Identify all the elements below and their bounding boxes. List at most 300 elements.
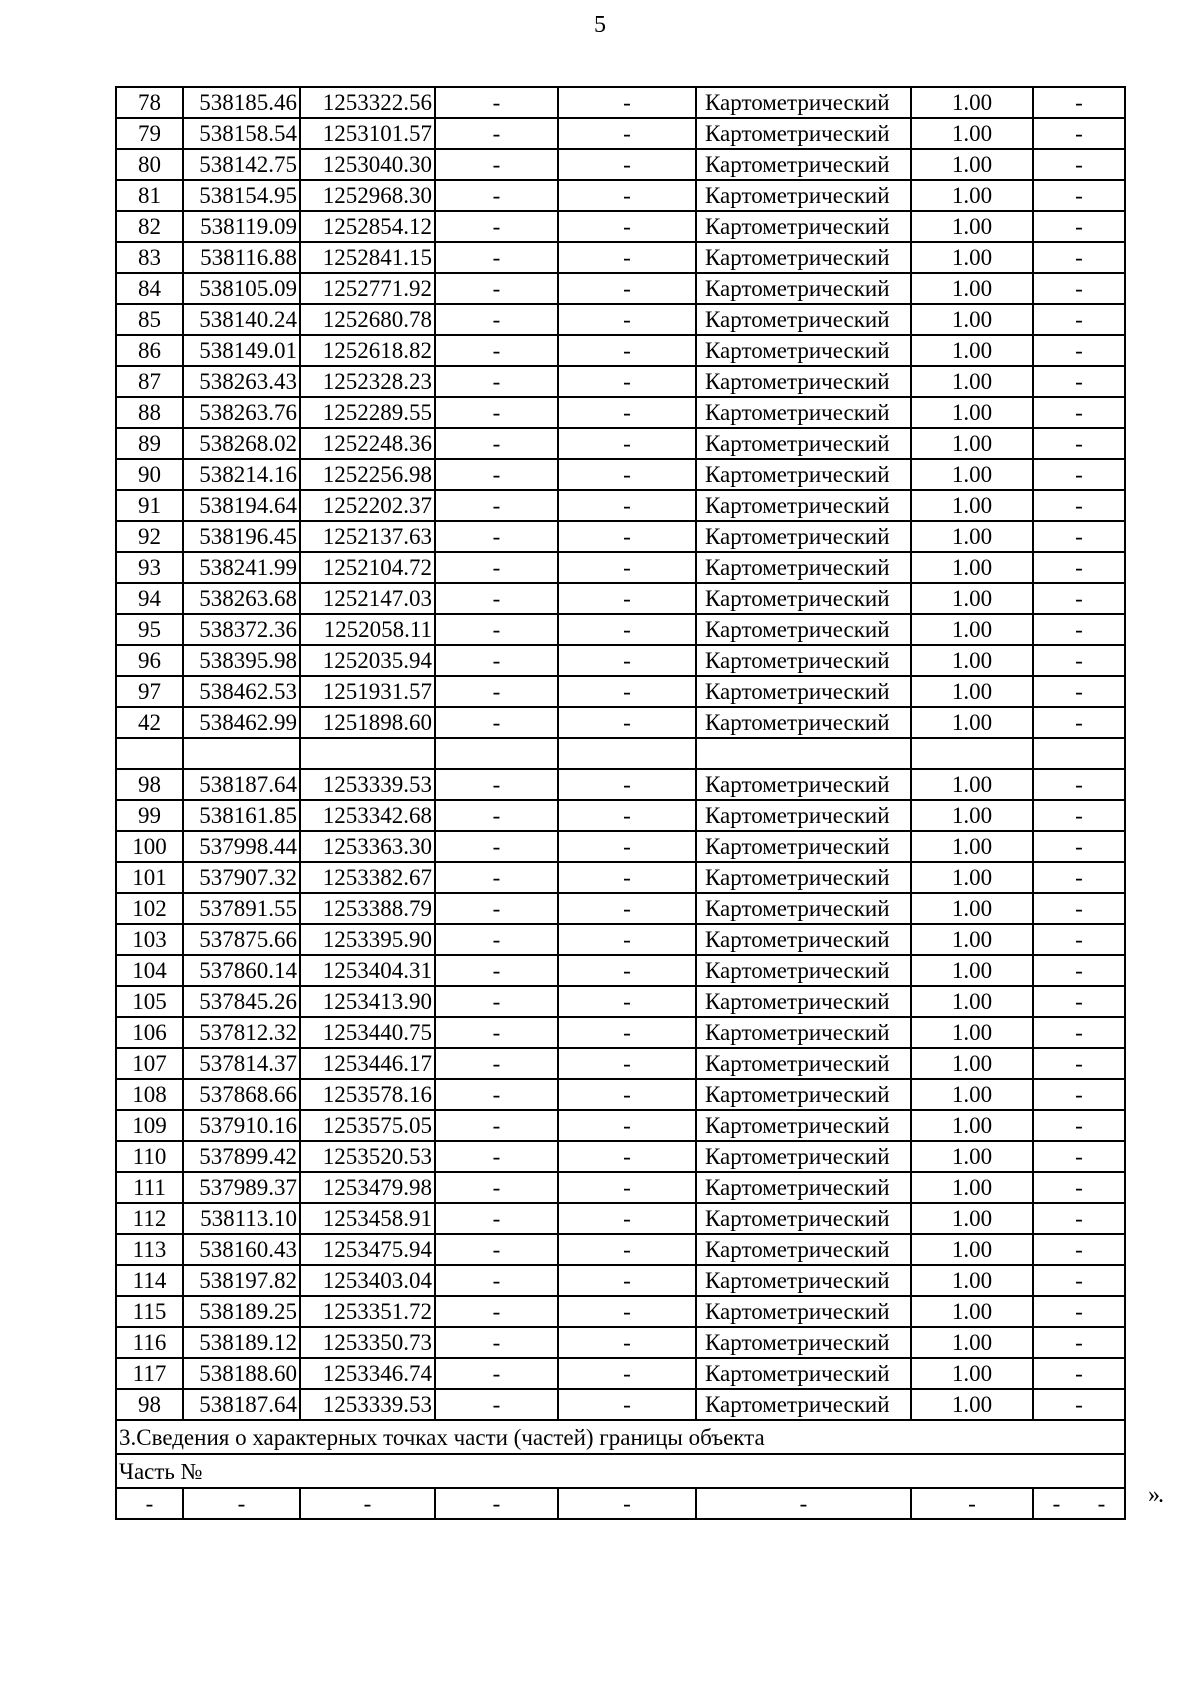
- point-number: 115: [116, 1296, 183, 1327]
- cell-dash: -: [435, 490, 558, 521]
- accuracy-cell: 1.00: [911, 1296, 1033, 1327]
- x-coordinate: 538187.64: [183, 1389, 300, 1420]
- table-row: [116, 1079, 1125, 1110]
- cell-dash: -: [435, 304, 558, 335]
- y-coordinate: 1253520.53: [300, 1141, 435, 1172]
- cell-dash: -: [435, 862, 558, 893]
- section-title: 3.Сведения о характерных точках части (частей) границы объекта: [116, 1420, 1125, 1454]
- cell-dash: -: [558, 1203, 696, 1234]
- point-number: 85: [116, 304, 183, 335]
- cell-dash: -: [558, 304, 696, 335]
- accuracy-cell: 1.00: [911, 1234, 1033, 1265]
- table-row: [116, 800, 1125, 831]
- cell-dash: -: [558, 1265, 696, 1296]
- point-number: 106: [116, 1017, 183, 1048]
- table-row: [116, 924, 1125, 955]
- accuracy-cell: 1.00: [911, 1017, 1033, 1048]
- x-coordinate: 537998.44: [183, 831, 300, 862]
- table-row: [116, 180, 1125, 211]
- cell-dash: -: [1033, 149, 1125, 180]
- cell-dash: -: [558, 335, 696, 366]
- y-coordinate: 1253346.74: [300, 1358, 435, 1389]
- point-number: 97: [116, 676, 183, 707]
- cell-dash: -: [1033, 87, 1125, 118]
- cell-dash: -: [435, 893, 558, 924]
- cell-dash: -: [435, 1141, 558, 1172]
- point-number: 94: [116, 583, 183, 614]
- cell-dash: -: [435, 1110, 558, 1141]
- cell-dash: -: [558, 1172, 696, 1203]
- x-coordinate: 537989.37: [183, 1172, 300, 1203]
- method-cell: Картометрический: [696, 180, 911, 211]
- cell-dash: -: [435, 1234, 558, 1265]
- cell-dash: -: [1033, 1296, 1125, 1327]
- cell-dash: -: [435, 242, 558, 273]
- accuracy-cell: 1.00: [911, 149, 1033, 180]
- table-row: [116, 552, 1125, 583]
- table-row: [116, 366, 1125, 397]
- point-number: 90: [116, 459, 183, 490]
- table-row: [116, 676, 1125, 707]
- blank-cell: [300, 738, 435, 769]
- table-row: [116, 862, 1125, 893]
- method-cell: Картометрический: [696, 1203, 911, 1234]
- method-cell: Картометрический: [696, 1017, 911, 1048]
- cell-dash: -: [435, 769, 558, 800]
- cell-dash: -: [1033, 583, 1125, 614]
- cell-dash: -: [558, 986, 696, 1017]
- x-coordinate: 537907.32: [183, 862, 300, 893]
- cell-dash: -: [435, 645, 558, 676]
- method-cell: Картометрический: [696, 1048, 911, 1079]
- table-row: [116, 1017, 1125, 1048]
- point-number: 95: [116, 614, 183, 645]
- cell-dash: -: [435, 1327, 558, 1358]
- method-cell: Картометрический: [696, 614, 911, 645]
- x-coordinate: 538462.53: [183, 676, 300, 707]
- cell-dash: -: [558, 1358, 696, 1389]
- accuracy-cell: 1.00: [911, 707, 1033, 738]
- table-row: [116, 1265, 1125, 1296]
- cell-dash: -: [558, 1234, 696, 1265]
- cell-dash: -: [1033, 893, 1125, 924]
- x-coordinate: 538161.85: [183, 800, 300, 831]
- y-coordinate: 1252328.23: [300, 366, 435, 397]
- point-number: 102: [116, 893, 183, 924]
- x-coordinate: 538196.45: [183, 521, 300, 552]
- method-cell: Картометрический: [696, 676, 911, 707]
- y-coordinate: 1252854.12: [300, 211, 435, 242]
- y-coordinate: 1253350.73: [300, 1327, 435, 1358]
- method-cell: Картометрический: [696, 552, 911, 583]
- blank-cell: [1033, 738, 1125, 769]
- cell-dash: -: [1033, 1265, 1125, 1296]
- accuracy-cell: 1.00: [911, 118, 1033, 149]
- y-coordinate: 1252137.63: [300, 521, 435, 552]
- accuracy-cell: 1.00: [911, 304, 1033, 335]
- point-number: 82: [116, 211, 183, 242]
- method-cell: Картометрический: [696, 1296, 911, 1327]
- point-rows-group-1: [116, 87, 1125, 738]
- x-coordinate: 538197.82: [183, 1265, 300, 1296]
- cell-dash: -: [435, 1358, 558, 1389]
- y-coordinate: 1253040.30: [300, 149, 435, 180]
- x-coordinate: 537812.32: [183, 1017, 300, 1048]
- table-row: [116, 1234, 1125, 1265]
- cell-dash: -: [1033, 1141, 1125, 1172]
- part-cell: -: [696, 1488, 911, 1519]
- accuracy-cell: 1.00: [911, 366, 1033, 397]
- part-data-row: [116, 1488, 1125, 1519]
- cell-dash: -: [1033, 769, 1125, 800]
- method-cell: Картометрический: [696, 800, 911, 831]
- y-coordinate: 1252248.36: [300, 428, 435, 459]
- table-row: [116, 707, 1125, 738]
- blank-row: [116, 738, 1125, 769]
- cell-dash: -: [558, 955, 696, 986]
- x-coordinate: 538158.54: [183, 118, 300, 149]
- cell-dash: -: [558, 1296, 696, 1327]
- accuracy-cell: 1.00: [911, 1358, 1033, 1389]
- point-number: 112: [116, 1203, 183, 1234]
- table-row: [116, 1172, 1125, 1203]
- cell-dash: -: [558, 1389, 696, 1420]
- cell-dash: -: [558, 800, 696, 831]
- point-rows-group-2: [116, 769, 1125, 1420]
- table-row: [116, 1110, 1125, 1141]
- cell-dash: -: [558, 118, 696, 149]
- cell-dash: -: [1033, 645, 1125, 676]
- table-row: [116, 242, 1125, 273]
- x-coordinate: 538142.75: [183, 149, 300, 180]
- table-row: [116, 1389, 1125, 1420]
- accuracy-cell: 1.00: [911, 800, 1033, 831]
- table-row: [116, 335, 1125, 366]
- y-coordinate: 1251898.60: [300, 707, 435, 738]
- x-coordinate: 538105.09: [183, 273, 300, 304]
- method-cell: Картометрический: [696, 1389, 911, 1420]
- cell-dash: -: [435, 459, 558, 490]
- method-cell: Картометрический: [696, 459, 911, 490]
- part-cell-group: [1033, 1488, 1125, 1519]
- cell-dash: -: [1033, 1203, 1125, 1234]
- cell-dash: -: [1033, 831, 1125, 862]
- method-cell: Картометрический: [696, 149, 911, 180]
- cell-dash: -: [435, 676, 558, 707]
- cell-dash: -: [1033, 552, 1125, 583]
- cell-dash: -: [1033, 1172, 1125, 1203]
- cell-dash: -: [558, 490, 696, 521]
- y-coordinate: 1253403.04: [300, 1265, 435, 1296]
- cell-dash: -: [435, 521, 558, 552]
- method-cell: Картометрический: [696, 645, 911, 676]
- y-coordinate: 1252618.82: [300, 335, 435, 366]
- x-coordinate: 538194.64: [183, 490, 300, 521]
- table-row: [116, 87, 1125, 118]
- table-row: [116, 1141, 1125, 1172]
- accuracy-cell: 1.00: [911, 242, 1033, 273]
- method-cell: Картометрический: [696, 769, 911, 800]
- point-number: 83: [116, 242, 183, 273]
- cell-dash: -: [435, 1172, 558, 1203]
- y-coordinate: 1253395.90: [300, 924, 435, 955]
- cell-dash: -: [1033, 1327, 1125, 1358]
- table-row: [116, 459, 1125, 490]
- point-number: 116: [116, 1327, 183, 1358]
- y-coordinate: 1253339.53: [300, 769, 435, 800]
- y-coordinate: 1253575.05: [300, 1110, 435, 1141]
- x-coordinate: 538263.76: [183, 397, 300, 428]
- point-number: 86: [116, 335, 183, 366]
- table-row: [116, 893, 1125, 924]
- table-row: [116, 428, 1125, 459]
- cell-dash: -: [558, 893, 696, 924]
- accuracy-cell: 1.00: [911, 676, 1033, 707]
- cell-dash: -: [558, 1079, 696, 1110]
- table-row: [116, 583, 1125, 614]
- method-cell: Картометрический: [696, 1079, 911, 1110]
- cell-dash: -: [558, 1327, 696, 1358]
- table-row: [116, 955, 1125, 986]
- point-number: 108: [116, 1079, 183, 1110]
- cell-dash: -: [1033, 118, 1125, 149]
- point-number: 84: [116, 273, 183, 304]
- point-number: 98: [116, 1389, 183, 1420]
- cell-dash: -: [558, 552, 696, 583]
- blank-cell: [116, 738, 183, 769]
- y-coordinate: 1253363.30: [300, 831, 435, 862]
- accuracy-cell: 1.00: [911, 211, 1033, 242]
- cell-dash: -: [558, 831, 696, 862]
- point-number: 93: [116, 552, 183, 583]
- accuracy-cell: 1.00: [911, 862, 1033, 893]
- cell-dash: -: [1033, 242, 1125, 273]
- x-coordinate: 537845.26: [183, 986, 300, 1017]
- cell-dash: -: [1033, 428, 1125, 459]
- y-coordinate: 1253322.56: [300, 87, 435, 118]
- cell-dash: -: [1033, 1079, 1125, 1110]
- y-coordinate: 1253440.75: [300, 1017, 435, 1048]
- coordinates-table: [115, 86, 1126, 1520]
- cell-dash: -: [558, 645, 696, 676]
- table-row: [116, 1203, 1125, 1234]
- accuracy-cell: 1.00: [911, 924, 1033, 955]
- section-title-row: [116, 1420, 1125, 1454]
- x-coordinate: 537868.66: [183, 1079, 300, 1110]
- cell-dash: -: [435, 1079, 558, 1110]
- method-cell: Картометрический: [696, 521, 911, 552]
- cell-dash: -: [558, 87, 696, 118]
- y-coordinate: 1252104.72: [300, 552, 435, 583]
- x-coordinate: 538395.98: [183, 645, 300, 676]
- cell-dash: -: [1033, 366, 1125, 397]
- part-cell: -: [300, 1488, 435, 1519]
- point-number: 78: [116, 87, 183, 118]
- cell-dash: -: [558, 769, 696, 800]
- table-row: [116, 1048, 1125, 1079]
- end-mark: ».: [1148, 1482, 1162, 1508]
- cell-dash: -: [558, 397, 696, 428]
- section-3: [116, 1420, 1125, 1519]
- table-row: [116, 304, 1125, 335]
- cell-dash: -: [435, 335, 558, 366]
- accuracy-cell: 1.00: [911, 1389, 1033, 1420]
- table-row: [116, 149, 1125, 180]
- y-coordinate: 1252289.55: [300, 397, 435, 428]
- cell-dash: -: [558, 211, 696, 242]
- blank-cell: [558, 738, 696, 769]
- cell-dash: -: [435, 583, 558, 614]
- point-number: 109: [116, 1110, 183, 1141]
- accuracy-cell: 1.00: [911, 583, 1033, 614]
- point-number: 42: [116, 707, 183, 738]
- separator-group: [116, 738, 1125, 769]
- accuracy-cell: 1.00: [911, 1110, 1033, 1141]
- cell-dash: -: [435, 1017, 558, 1048]
- method-cell: Картометрический: [696, 862, 911, 893]
- x-coordinate: 538160.43: [183, 1234, 300, 1265]
- method-cell: Картометрический: [696, 366, 911, 397]
- cell-dash: -: [1033, 1110, 1125, 1141]
- cell-dash: -: [435, 955, 558, 986]
- x-coordinate: 538149.01: [183, 335, 300, 366]
- cell-dash: -: [558, 924, 696, 955]
- cell-dash: -: [1033, 800, 1125, 831]
- point-number: 103: [116, 924, 183, 955]
- table-row: [116, 769, 1125, 800]
- x-coordinate: 538119.09: [183, 211, 300, 242]
- part-cell: -: [558, 1488, 696, 1519]
- cell-dash: -: [435, 1389, 558, 1420]
- point-number: 114: [116, 1265, 183, 1296]
- blank-cell: [911, 738, 1033, 769]
- cell-dash: -: [435, 118, 558, 149]
- point-number: 104: [116, 955, 183, 986]
- cell-dash: -: [1033, 397, 1125, 428]
- method-cell: Картометрический: [696, 211, 911, 242]
- accuracy-cell: 1.00: [911, 614, 1033, 645]
- method-cell: Картометрический: [696, 242, 911, 273]
- point-number: 98: [116, 769, 183, 800]
- method-cell: Картометрический: [696, 955, 911, 986]
- x-coordinate: 538113.10: [183, 1203, 300, 1234]
- method-cell: Картометрический: [696, 924, 911, 955]
- cell-dash: -: [1033, 986, 1125, 1017]
- cell-dash: -: [558, 459, 696, 490]
- cell-dash: -: [435, 1048, 558, 1079]
- x-coordinate: 538241.99: [183, 552, 300, 583]
- table-row: [116, 986, 1125, 1017]
- x-coordinate: 538462.99: [183, 707, 300, 738]
- table-row: [116, 397, 1125, 428]
- method-cell: Картометрический: [696, 118, 911, 149]
- cell-dash: -: [1033, 335, 1125, 366]
- accuracy-cell: 1.00: [911, 1079, 1033, 1110]
- table-row: [116, 118, 1125, 149]
- cell-dash: -: [435, 552, 558, 583]
- cell-dash: -: [558, 1048, 696, 1079]
- point-number: 79: [116, 118, 183, 149]
- accuracy-cell: 1.00: [911, 273, 1033, 304]
- cell-dash: -: [1033, 304, 1125, 335]
- point-number: 111: [116, 1172, 183, 1203]
- y-coordinate: 1252771.92: [300, 273, 435, 304]
- accuracy-cell: 1.00: [911, 893, 1033, 924]
- cell-dash: -: [558, 862, 696, 893]
- x-coordinate: 538116.88: [183, 242, 300, 273]
- point-number: 107: [116, 1048, 183, 1079]
- point-number: 91: [116, 490, 183, 521]
- y-coordinate: 1253351.72: [300, 1296, 435, 1327]
- cell-dash: -: [1033, 490, 1125, 521]
- part-cell: -: [116, 1488, 183, 1519]
- x-coordinate: 538263.43: [183, 366, 300, 397]
- accuracy-cell: 1.00: [911, 428, 1033, 459]
- x-coordinate: 537860.14: [183, 955, 300, 986]
- part-cell: -: [911, 1488, 1033, 1519]
- y-coordinate: 1253342.68: [300, 800, 435, 831]
- table-row: [116, 1327, 1125, 1358]
- point-number: 117: [116, 1358, 183, 1389]
- method-cell: Картометрический: [696, 1327, 911, 1358]
- point-number: 96: [116, 645, 183, 676]
- part-cell: -: [183, 1488, 300, 1519]
- table-row: [116, 273, 1125, 304]
- accuracy-cell: 1.00: [911, 1265, 1033, 1296]
- x-coordinate: 538154.95: [183, 180, 300, 211]
- table-row: [116, 1358, 1125, 1389]
- method-cell: Картометрический: [696, 1234, 911, 1265]
- accuracy-cell: 1.00: [911, 645, 1033, 676]
- cell-dash: -: [1033, 955, 1125, 986]
- cell-dash: -: [1033, 924, 1125, 955]
- y-coordinate: 1252035.94: [300, 645, 435, 676]
- method-cell: Картометрический: [696, 1110, 911, 1141]
- y-coordinate: 1253339.53: [300, 1389, 435, 1420]
- cell-dash: -: [558, 707, 696, 738]
- method-cell: Картометрический: [696, 1265, 911, 1296]
- y-coordinate: 1253404.31: [300, 955, 435, 986]
- method-cell: Картометрический: [696, 707, 911, 738]
- cell-dash: -: [435, 1265, 558, 1296]
- cell-dash: -: [435, 1203, 558, 1234]
- cell-dash: -: [1033, 1234, 1125, 1265]
- accuracy-cell: 1.00: [911, 397, 1033, 428]
- method-cell: Картометрический: [696, 273, 911, 304]
- accuracy-cell: 1.00: [911, 1327, 1033, 1358]
- y-coordinate: 1253382.67: [300, 862, 435, 893]
- cell-dash: -: [1033, 459, 1125, 490]
- point-number: 101: [116, 862, 183, 893]
- cell-dash: -: [435, 180, 558, 211]
- method-cell: Картометрический: [696, 893, 911, 924]
- cell-dash: -: [558, 273, 696, 304]
- table-row: [116, 831, 1125, 862]
- cell-dash: -: [435, 614, 558, 645]
- cell-dash: -: [435, 986, 558, 1017]
- accuracy-cell: 1.00: [911, 335, 1033, 366]
- y-coordinate: 1252841.15: [300, 242, 435, 273]
- x-coordinate: 538187.64: [183, 769, 300, 800]
- accuracy-cell: 1.00: [911, 769, 1033, 800]
- cell-dash: -: [558, 149, 696, 180]
- point-number: 113: [116, 1234, 183, 1265]
- accuracy-cell: 1.00: [911, 986, 1033, 1017]
- method-cell: Картометрический: [696, 831, 911, 862]
- cell-dash: -: [1033, 1017, 1125, 1048]
- table-row: [116, 645, 1125, 676]
- cell-dash: -: [435, 428, 558, 459]
